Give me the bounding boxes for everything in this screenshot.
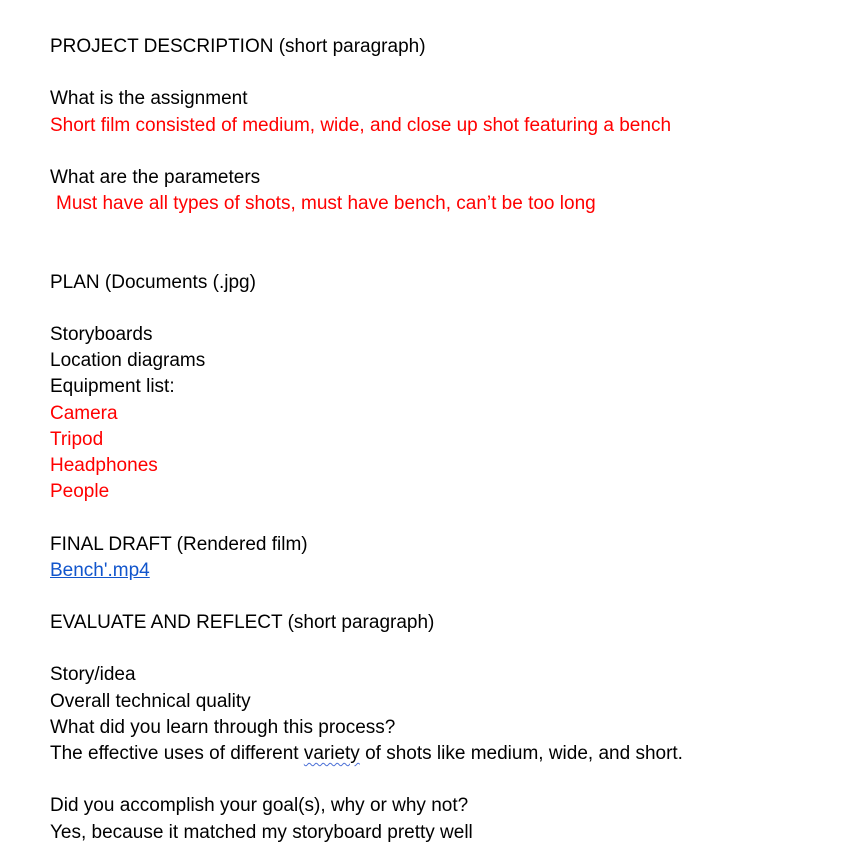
plan-heading: PLAN (Documents (.jpg) xyxy=(50,272,256,293)
assignment-answer: Short film consisted of medium, wide, and close up shot featuring a bench xyxy=(50,115,672,136)
project-description-heading: PROJECT DESCRIPTION (short paragraph) xyxy=(50,36,426,57)
evaluate-heading: EVALUATE AND REFLECT (short paragraph) xyxy=(50,612,435,633)
equipment-item-headphones: Headphones xyxy=(50,455,158,476)
evaluate-item-technical-quality: Overall technical quality xyxy=(50,691,251,712)
learning-answer xyxy=(50,741,683,767)
learning-answer-end: of shots like medium, wide, and short. xyxy=(359,743,683,764)
final-draft-link-row xyxy=(50,558,150,584)
goal-question: Did you accomplish your goal(s), why or why not? xyxy=(50,795,469,816)
evaluate-item-learning-question: What did you learn through this process? xyxy=(50,717,396,738)
spellcheck-flagged-word[interactable]: variety xyxy=(303,743,360,764)
parameters-answer: Must have all types of shots, must have bench, can’t be too long xyxy=(56,193,596,214)
final-draft-heading: FINAL DRAFT (Rendered film) xyxy=(50,534,308,555)
learning-answer-start: The effective uses of different xyxy=(50,743,304,764)
plan-item-storyboards: Storyboards xyxy=(50,324,153,345)
evaluate-item-story: Story/idea xyxy=(50,664,136,685)
plan-item-equipment-list: Equipment list: xyxy=(50,376,175,397)
equipment-item-people: People xyxy=(50,481,110,502)
equipment-item-tripod: Tripod xyxy=(50,429,104,450)
plan-item-location-diagrams: Location diagrams xyxy=(50,350,206,371)
equipment-item-camera: Camera xyxy=(50,403,118,424)
parameters-question: What are the parameters xyxy=(50,167,261,188)
film-file-link[interactable]: Bench'.mp4 xyxy=(50,560,150,581)
goal-answer: Yes, because it matched my storyboard pretty well xyxy=(50,822,473,843)
assignment-question: What is the assignment xyxy=(50,88,248,109)
